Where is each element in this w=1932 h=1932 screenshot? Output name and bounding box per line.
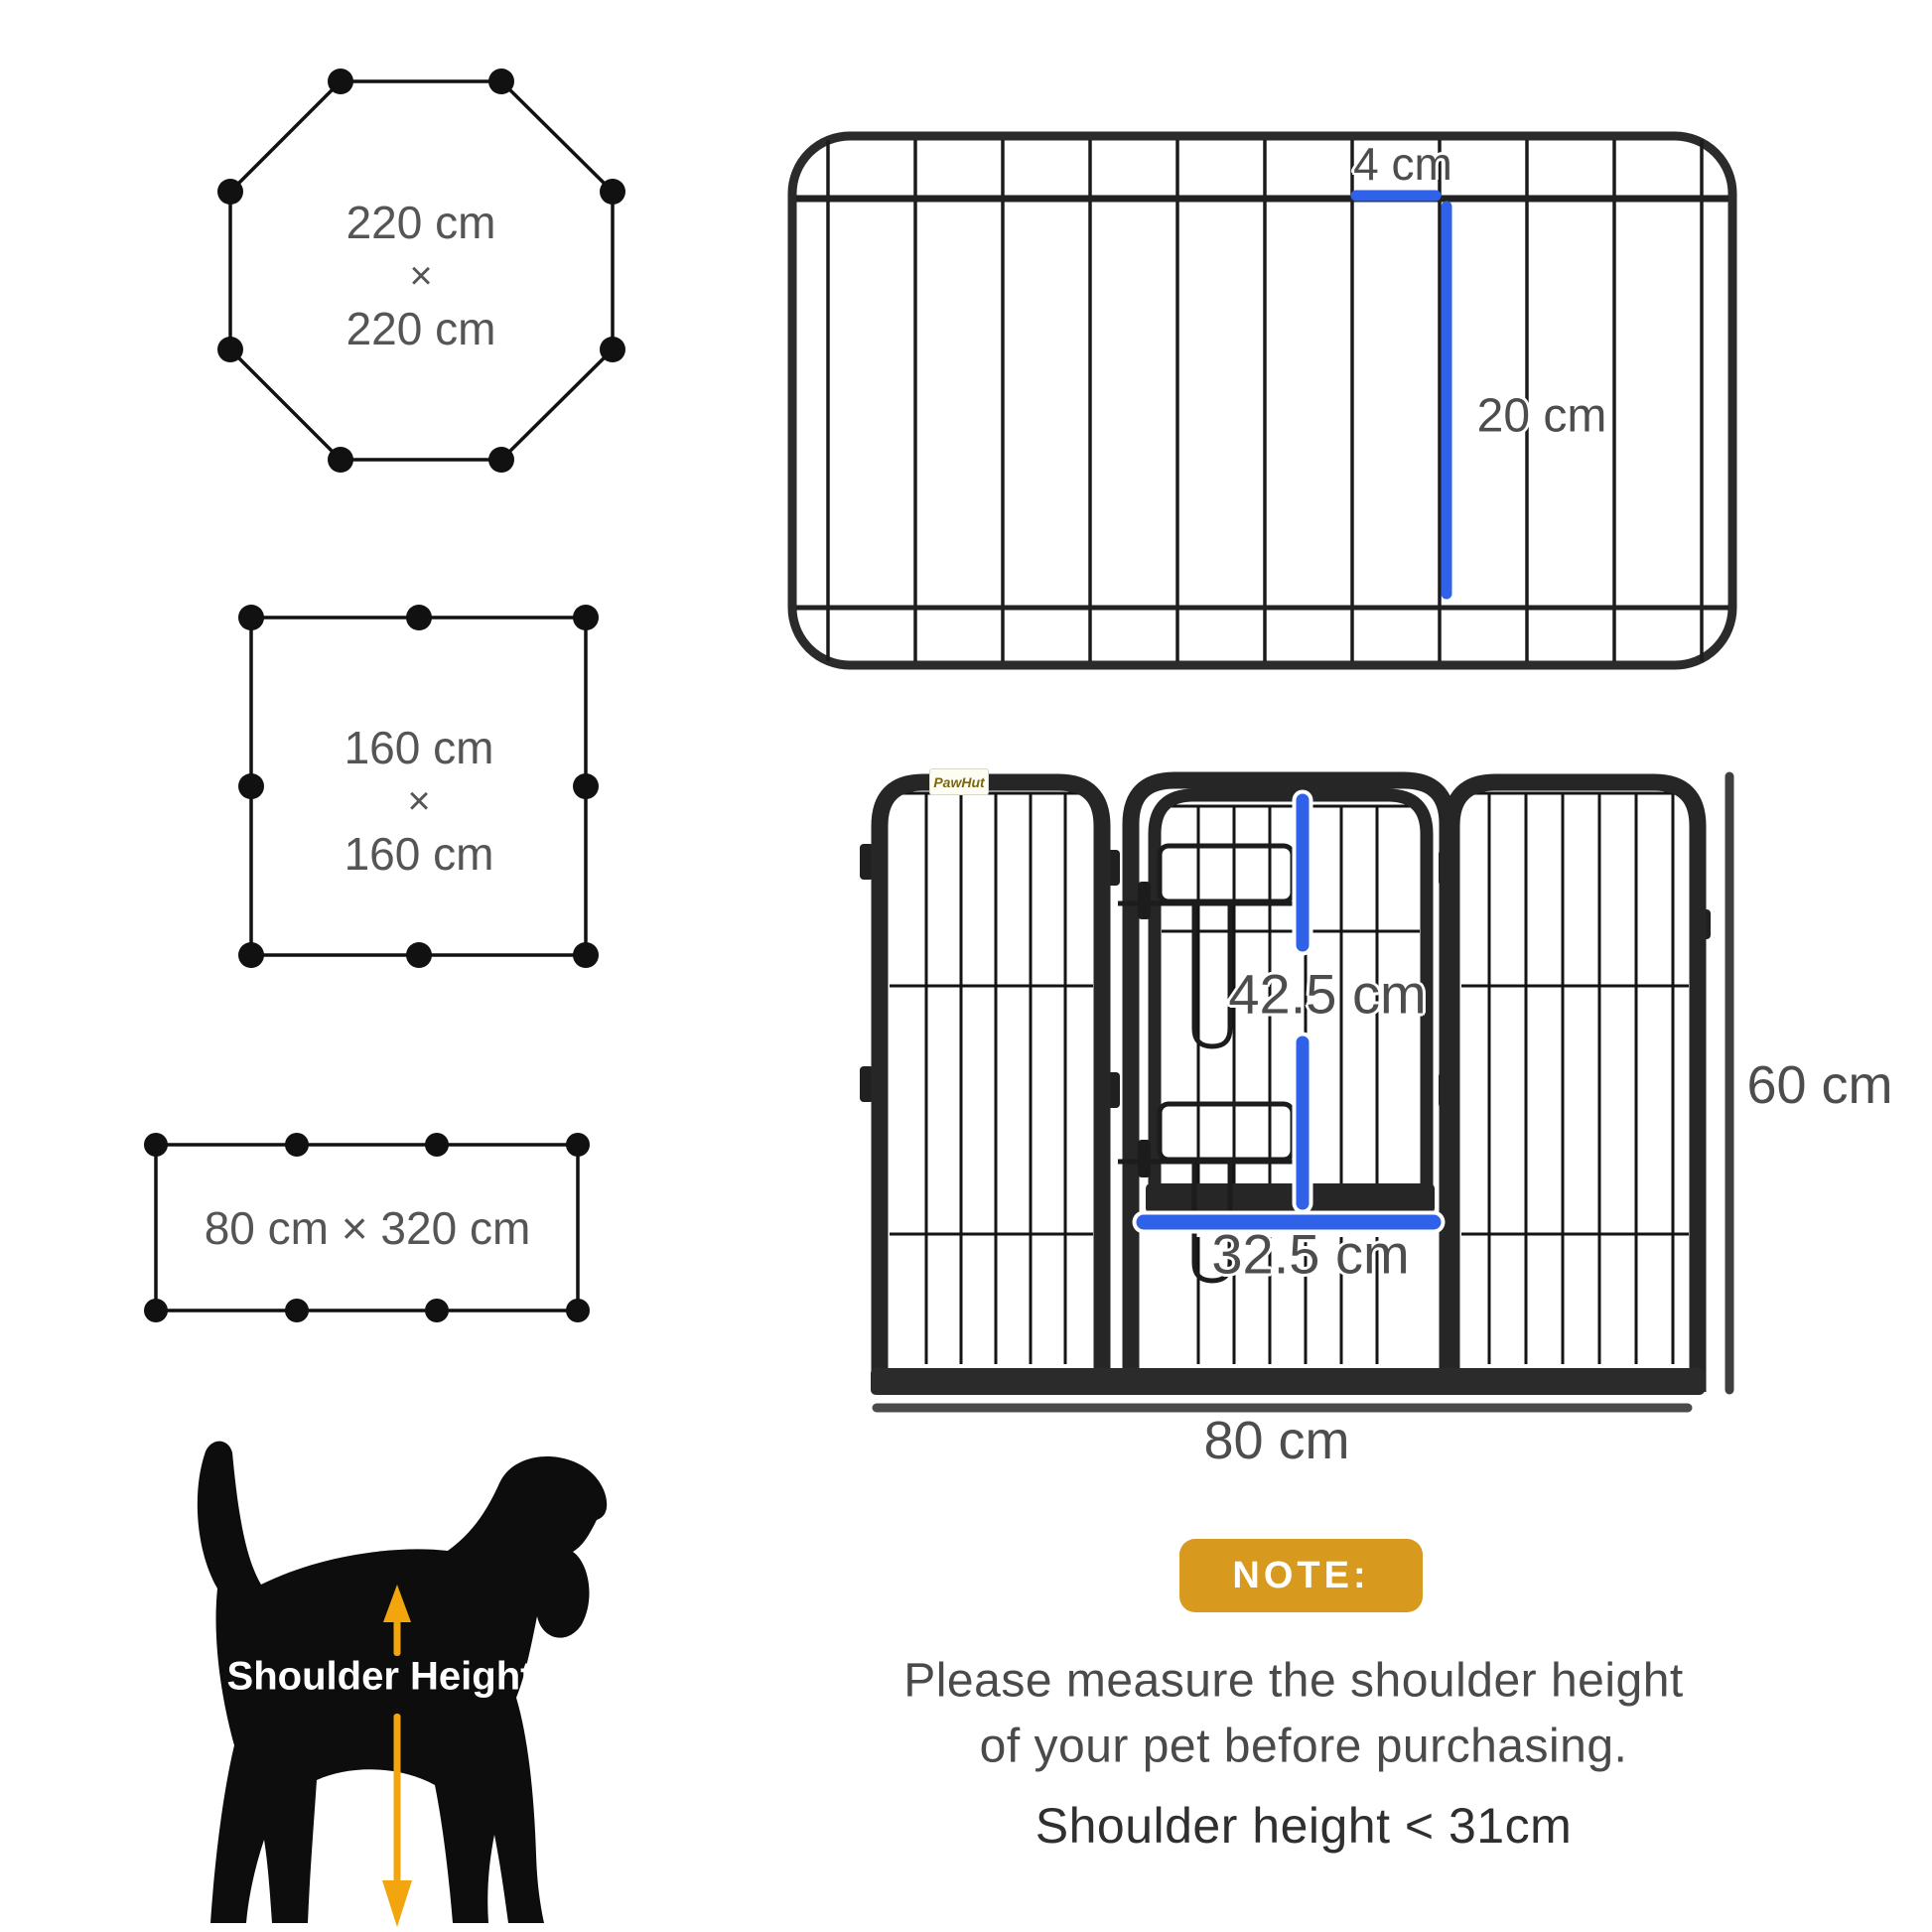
brand-logo: PawHut [929,768,989,795]
note-text-line2: of your pet before purchasing. [979,1720,1628,1773]
panel-width-label: 80 cm [1203,1411,1350,1470]
door-hinge-lower [1138,1140,1151,1177]
octagon-dimension-label [346,195,496,357]
pen-illustration [860,776,1729,1408]
shoulder-height-label: Shoulder Height [226,1654,534,1699]
octagon-times: × [409,254,433,298]
right-panel-wires [1461,793,1689,1364]
panel-height-label: 60 cm [1746,1055,1893,1115]
door-hinge-upper [1138,882,1151,919]
door-width-label: 32.5 cm [1211,1222,1410,1286]
pen-bottom-bar [871,1368,1705,1395]
note-text-line1: Please measure the shoulder height [903,1654,1684,1708]
mesh-gap-label: 4 cm [1353,138,1452,190]
square-dimension-label [345,720,494,883]
octagon-dim2: 220 cm [345,303,496,354]
note-badge: NOTE: [1179,1539,1423,1612]
square-dim1: 160 cm [344,722,494,773]
mesh-height-label: 20 cm [1476,389,1607,443]
rectangle-dimension-label: 80 cm × 320 cm [204,1202,531,1254]
note-text-line3: Shoulder height < 31cm [1035,1798,1573,1854]
door-bottom-bar [1146,1183,1435,1213]
center-panel-frame [1131,780,1448,1392]
left-panel-frame [880,782,1102,1392]
door-height-label: 42.5 cm [1228,962,1427,1026]
square-dim2: 160 cm [344,828,494,880]
octagon-dim1: 220 cm [345,197,496,248]
square-times: × [407,779,431,823]
left-panel-wires [890,793,1093,1364]
